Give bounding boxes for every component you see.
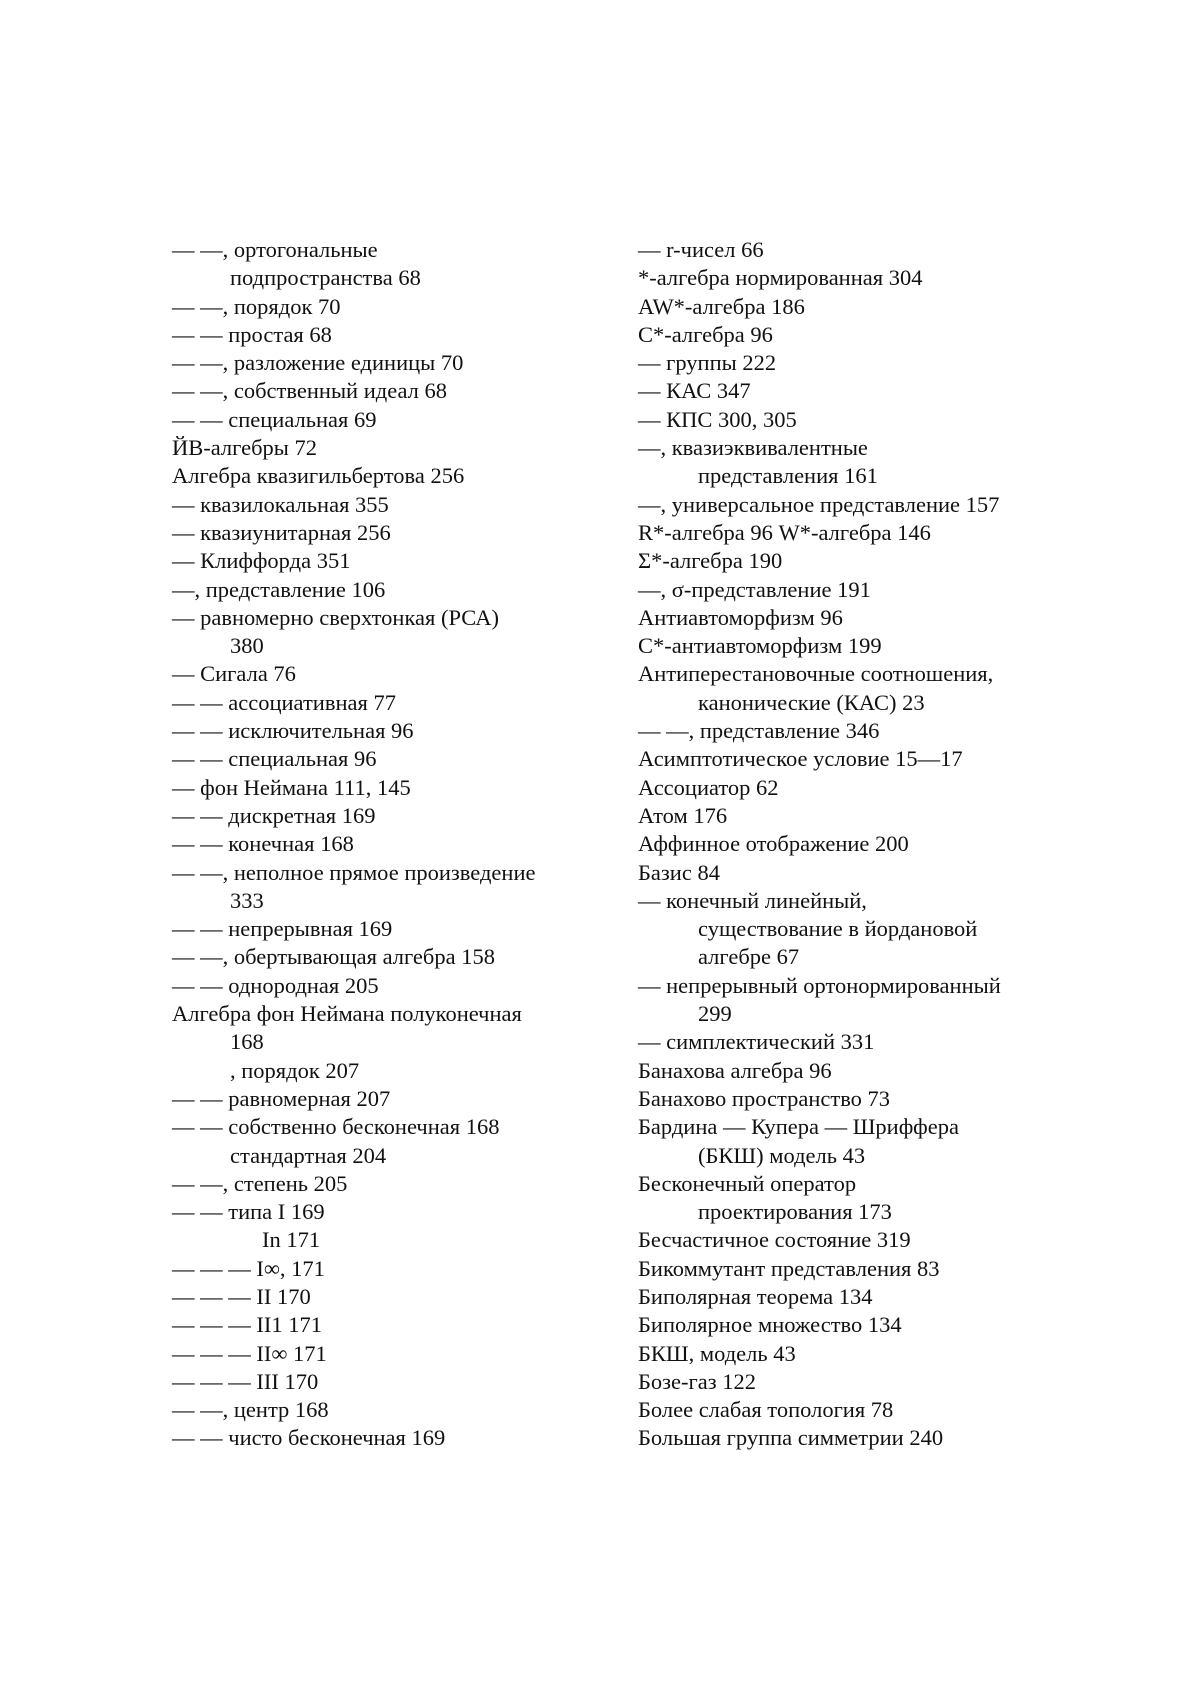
- left-index-entry: 380: [230, 633, 264, 659]
- right-index-entry: Бардина — Купера — Шриффера: [638, 1114, 959, 1140]
- right-index-entry: представления 161: [698, 463, 878, 489]
- left-index-entry: — квазилокальная 355: [172, 491, 389, 517]
- right-index-entry: Бикоммутант представления 83: [638, 1255, 940, 1281]
- left-index-entry: стандартная 204: [230, 1142, 387, 1168]
- right-index-entry: Бозе-газ 122: [638, 1368, 757, 1394]
- right-index-entry: алгебре 67: [698, 944, 800, 970]
- left-index-entry: — — специальная 69: [172, 406, 377, 432]
- left-index-entry: — — — II1 171: [172, 1312, 322, 1338]
- left-index-entry: ЙВ-алгебры 72: [172, 435, 318, 461]
- right-index-entry: —, квазиэквивалентные: [638, 435, 868, 461]
- left-index-entry: — —, степень 205: [172, 1170, 348, 1196]
- right-index-entry: БКШ, модель 43: [638, 1340, 796, 1366]
- left-index-entry: — —, порядок 70: [172, 293, 341, 319]
- right-index-entry: 299: [698, 1001, 732, 1027]
- right-index-entry: — симплектический 331: [638, 1029, 875, 1055]
- left-index-entry: — — дискретная 169: [172, 802, 376, 828]
- left-index-entry: 168: [230, 1029, 264, 1055]
- left-index-entry: — —, центр 168: [172, 1397, 329, 1423]
- index-column-left: [172, 236, 592, 1453]
- left-index-entry: — — конечная 168: [172, 831, 354, 857]
- left-index-entry: — — — I∞, 171: [172, 1255, 325, 1281]
- right-index-entry: Большая группа симметрии 240: [638, 1425, 944, 1451]
- left-index-entry: — — — III 170: [172, 1368, 319, 1394]
- right-index-entry: канонические (КАС) 23: [698, 689, 925, 715]
- right-index-entry: Базис 84: [638, 859, 720, 885]
- right-index-entry: C*-алгебра 96: [638, 321, 773, 347]
- right-index-entry: Ассоциатор 62: [638, 774, 779, 800]
- right-index-entry: Бесчастичное состояние 319: [638, 1227, 911, 1253]
- left-index-entry: — — специальная 96: [172, 746, 377, 772]
- left-index-entry: — — типа I 169: [172, 1199, 325, 1225]
- right-index-entry: — КПС 300, 305: [638, 406, 797, 432]
- left-index-entry: , порядок 207: [230, 1057, 360, 1083]
- right-index-entry: Биполярная теорема 134: [638, 1283, 873, 1309]
- right-index-entry: существование в йордановой: [698, 916, 978, 942]
- right-index-entry: Аффинное отображение 200: [638, 831, 909, 857]
- left-index-entry: — — собственно бесконечная 168: [172, 1114, 500, 1140]
- right-index-entry: *-алгебра нормированная 304: [638, 265, 923, 291]
- left-index-entry: — — равномерная 207: [172, 1085, 391, 1111]
- left-index-entry: — — — II 170: [172, 1283, 311, 1309]
- left-index-entry: — —, неполное прямое произведение: [172, 859, 536, 885]
- left-index-entry: 333: [230, 887, 264, 913]
- right-index-entry: Бесконечный оператор: [638, 1170, 857, 1196]
- left-index-entry: — квазиунитарная 256: [172, 519, 391, 545]
- right-index-entry: Атом 176: [638, 802, 728, 828]
- left-index-entry: — равномерно сверхтонкая (РСА): [172, 604, 499, 630]
- right-index-entry: Σ*-алгебра 190: [638, 548, 783, 574]
- left-index-entry: —, представление 106: [172, 576, 386, 602]
- left-index-entry: — Сигала 76: [172, 661, 296, 687]
- left-index-entry: — — простая 68: [172, 321, 332, 347]
- right-index-entry: проектирования 173: [698, 1199, 892, 1225]
- left-index-entry: — — — II∞ 171: [172, 1340, 327, 1366]
- right-index-entry: Банахово пространство 73: [638, 1085, 891, 1111]
- right-index-entry: Антиперестановочные соотношения,: [638, 661, 994, 687]
- left-index-entry: — — ассоциативная 77: [172, 689, 396, 715]
- right-index-entry: AW*-алгебра 186: [638, 293, 805, 319]
- right-index-entry: Банахова алгебра 96: [638, 1057, 832, 1083]
- right-index-entry: — группы 222: [638, 350, 777, 376]
- right-index-entry: C*-антиавтоморфизм 199: [638, 633, 882, 659]
- left-index-entry: — — исключительная 96: [172, 718, 414, 744]
- left-index-entry: In 171: [262, 1227, 321, 1253]
- right-index-entry: — конечный линейный,: [638, 887, 867, 913]
- right-index-entry: (БКШ) модель 43: [698, 1142, 866, 1168]
- left-index-entry: — —, обертывающая алгебра 158: [172, 944, 495, 970]
- right-index-entry: Асимптотическое условие 15—17: [638, 746, 963, 772]
- right-index-entry: — —, представление 346: [638, 718, 880, 744]
- left-index-entry: подпространства 68: [230, 265, 421, 291]
- right-index-entry: —, универсальное представление 157: [638, 491, 1000, 517]
- left-index-entry: Алгебра квазигильбертова 256: [172, 463, 465, 489]
- left-index-entry: — —, разложение единицы 70: [172, 350, 464, 376]
- left-index-entry: — —, собственный идеал 68: [172, 378, 448, 404]
- left-index-entry: Алгебра фон Неймана полуконечная: [172, 1001, 522, 1027]
- index-column-right: [638, 236, 1058, 1453]
- right-index-entry: R*-алгебра 96 W*-алгебра 146: [638, 519, 931, 545]
- right-index-entry: — КАС 347: [638, 378, 751, 404]
- right-index-entry: Более слабая топология 78: [638, 1397, 894, 1423]
- left-index-entry: — — непрерывная 169: [172, 916, 393, 942]
- right-index-entry: — r-чисел 66: [638, 237, 764, 262]
- left-index-entry: — Клиффорда 351: [172, 548, 351, 574]
- right-index-entry: Биполярное множество 134: [638, 1312, 902, 1338]
- left-index-entry: — — чисто бесконечная 169: [172, 1425, 446, 1451]
- right-index-entry: — непрерывный ортонормированный: [638, 972, 1001, 998]
- right-index-entry: Антиавтоморфизм 96: [638, 604, 843, 630]
- right-index-entry: —, σ-представление 191: [638, 576, 871, 602]
- left-index-entry: — — однородная 205: [172, 972, 379, 998]
- left-index-entry: — фон Неймана 111, 145: [172, 774, 411, 800]
- left-index-entry: — —, ортогональные: [172, 237, 378, 262]
